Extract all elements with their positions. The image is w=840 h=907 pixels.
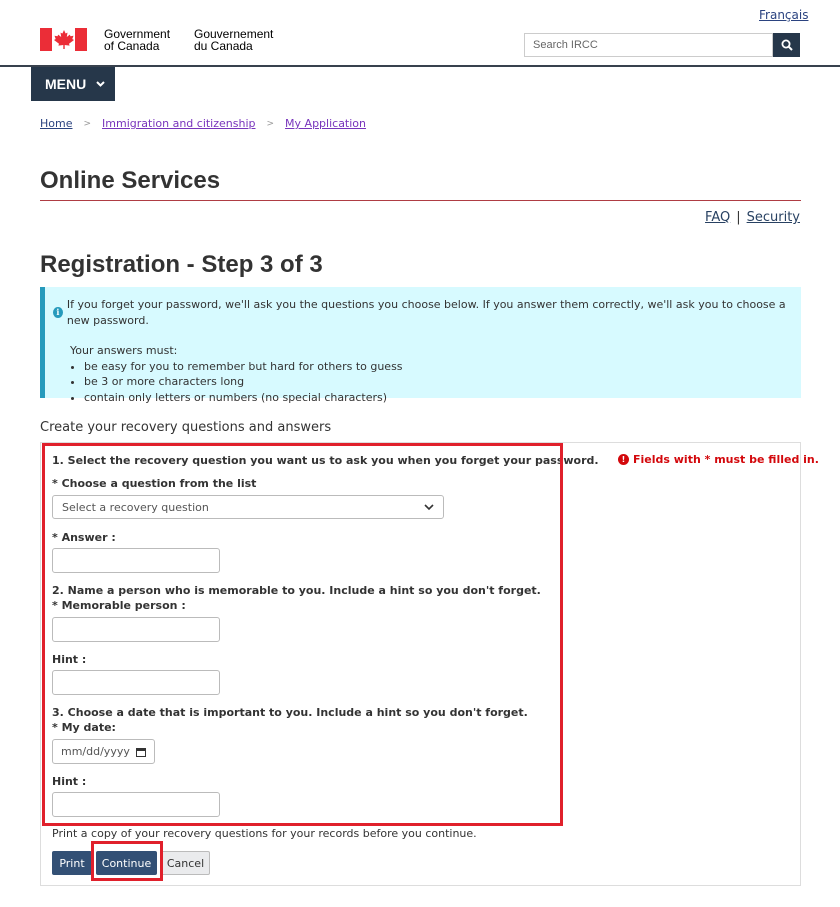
cancel-button[interactable]: Cancel <box>161 851 210 875</box>
required-fields-note: ! Fields with * must be filled in. <box>618 453 819 466</box>
help-links <box>705 210 800 225</box>
link-divider: | <box>736 210 741 225</box>
info-panel <box>40 287 801 404</box>
search-input[interactable]: Search IRCC <box>524 33 773 57</box>
menu-button[interactable] <box>31 67 115 101</box>
print-note: Print a copy of your recovery questions for your records before you continue. <box>52 827 477 840</box>
breadcrumb-separator: > <box>266 118 275 129</box>
info-icon: i <box>53 307 63 318</box>
breadcrumb-home[interactable]: Home <box>40 117 73 130</box>
list-item: • be 3 or more characters long <box>84 374 789 390</box>
info-intro-text: If you forget your password, we'll ask you the questions you choose below. If you answer them correctly, we'll ask you to choose a new password. <box>66 298 786 327</box>
search-button[interactable] <box>773 33 800 57</box>
chevron-down-icon <box>96 81 105 87</box>
gouvernement-du-canada-wordmark: Gouvernement du Canada <box>194 27 274 53</box>
security-link[interactable]: Security <box>746 210 800 225</box>
print-button[interactable]: Print <box>52 851 92 875</box>
search-icon <box>781 39 793 51</box>
title-divider <box>40 200 801 201</box>
question-1-heading: 1. Select the recovery question you want us to ask you when you forget your password. <box>52 454 599 467</box>
faq-link[interactable]: FAQ <box>705 210 731 225</box>
list-item: • contain only letters or numbers (no special characters) <box>84 390 789 406</box>
memorable-person-label: * Memorable person : <box>52 599 186 612</box>
header-divider <box>0 65 840 67</box>
answer-label: * Answer : <box>52 531 116 544</box>
date-placeholder: mm/dd/yyyy <box>61 745 130 758</box>
person-hint-label: Hint : <box>52 653 87 666</box>
breadcrumb-immigration[interactable]: Immigration and citizenship <box>102 117 256 130</box>
continue-highlight-box <box>91 841 163 881</box>
continue-button[interactable]: Continue <box>96 851 157 875</box>
breadcrumb-my-application[interactable]: My Application <box>285 117 367 130</box>
menu-label: MENU <box>45 76 87 92</box>
breadcrumb <box>40 117 366 130</box>
my-date-label: * My date: <box>52 721 116 734</box>
language-toggle-link[interactable]: Français <box>759 8 809 22</box>
question-2-heading: 2. Name a person who is memorable to you. Include a hint so you don't forget. <box>52 584 541 597</box>
question-1-choose-label: * Choose a question from the list <box>52 477 257 490</box>
canada-flag-logo <box>40 28 87 51</box>
maple-leaf-icon <box>54 30 74 49</box>
info-rules-list <box>53 359 789 406</box>
info-must-heading: Your answers must: <box>70 344 178 357</box>
government-of-canada-wordmark: Government of Canada <box>104 27 171 53</box>
section-heading: Create your recovery questions and answers <box>40 420 332 435</box>
page-title: Online Services <box>40 167 221 194</box>
list-item: • be easy for you to remember but hard for others to guess <box>84 359 789 375</box>
select-value: Select a recovery question <box>62 500 209 514</box>
breadcrumb-separator: > <box>83 118 92 129</box>
form-highlight-box <box>42 443 563 826</box>
alert-icon: ! <box>618 454 629 465</box>
step-title: Registration - Step 3 of 3 <box>40 251 323 278</box>
question-3-heading: 3. Choose a date that is important to you. Include a hint so you don't forget. <box>52 706 528 719</box>
date-hint-label: Hint : <box>52 775 87 788</box>
